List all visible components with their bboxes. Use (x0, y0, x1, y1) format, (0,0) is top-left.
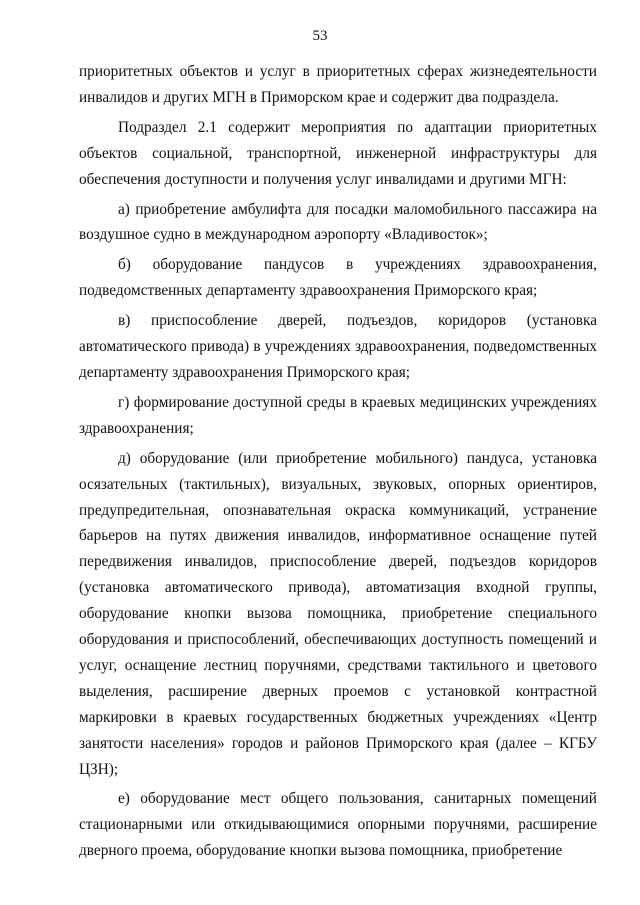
paragraph-subsection-intro: Подраздел 2.1 содержит мероприятия по адаптации приоритетных объектов социальной, транспортной, инженерной инфраструктуры для обеспечения доступности и получения услуг инвалидами и другими МГН: (79, 118, 597, 188)
list-item-e: е) оборудование мест общего пользования, санитарных помещений стационарными или откидывающимися опорными поручнями, расширение дверного проема, оборудование кнопки вызова помощника, приобретение (79, 790, 597, 860)
list-item-d: д) оборудование (или приобретение мобильного) пандуса, установка осязательных (тактильных), визуальных, звуковых, опорных ориентиров, предупредительная, опознавательная окраска коммуникаций, устранение барьеров на путях движения инвалидов, информативное оснащение путей передвижения инвалидов, приспособление дверей, подъездов коридоров (установка автоматического привода), автоматизация входной группы, оборудование кнопки вызова помощника, приобретение специального оборудования и приспособлений, обеспечивающих доступность помещений и услуг, оснащение лестниц поручнями, средствами тактильного и цветового выделения, расширение дверных проемов с установкой контрастной маркировки в краевых государственных бюджетных учреждениях «Центр занятости населения» городов и районов Приморского края (далее – КГБУ ЦЗН); (79, 449, 597, 778)
page-number: 53 (312, 28, 328, 44)
list-item-g: г) формирование доступной среды в краевых медицинских учреждениях здравоохранения; (79, 393, 597, 437)
document-body (79, 59, 597, 868)
paragraph-continuation: приоритетных объектов и услуг в приоритетных сферах жизнедеятельности инвалидов и других МГН в Приморском крае и содержит два подраздела. (79, 63, 597, 106)
list-item-b: б) оборудование пандусов в учреждениях здравоохранения, подведомственных департаменту здравоохранения Приморского края; (79, 256, 597, 300)
list-item-a: а) приобретение амбулифта для посадки маломобильного пассажира на воздушное судно в международном аэропорту «Владивосток»; (79, 200, 597, 244)
list-item-v: в) приспособление дверей, подъездов, коридоров (установка автоматического привода) в учреждениях здравоохранения, подведомственных департаменту здравоохранения Приморского края; (79, 312, 597, 381)
